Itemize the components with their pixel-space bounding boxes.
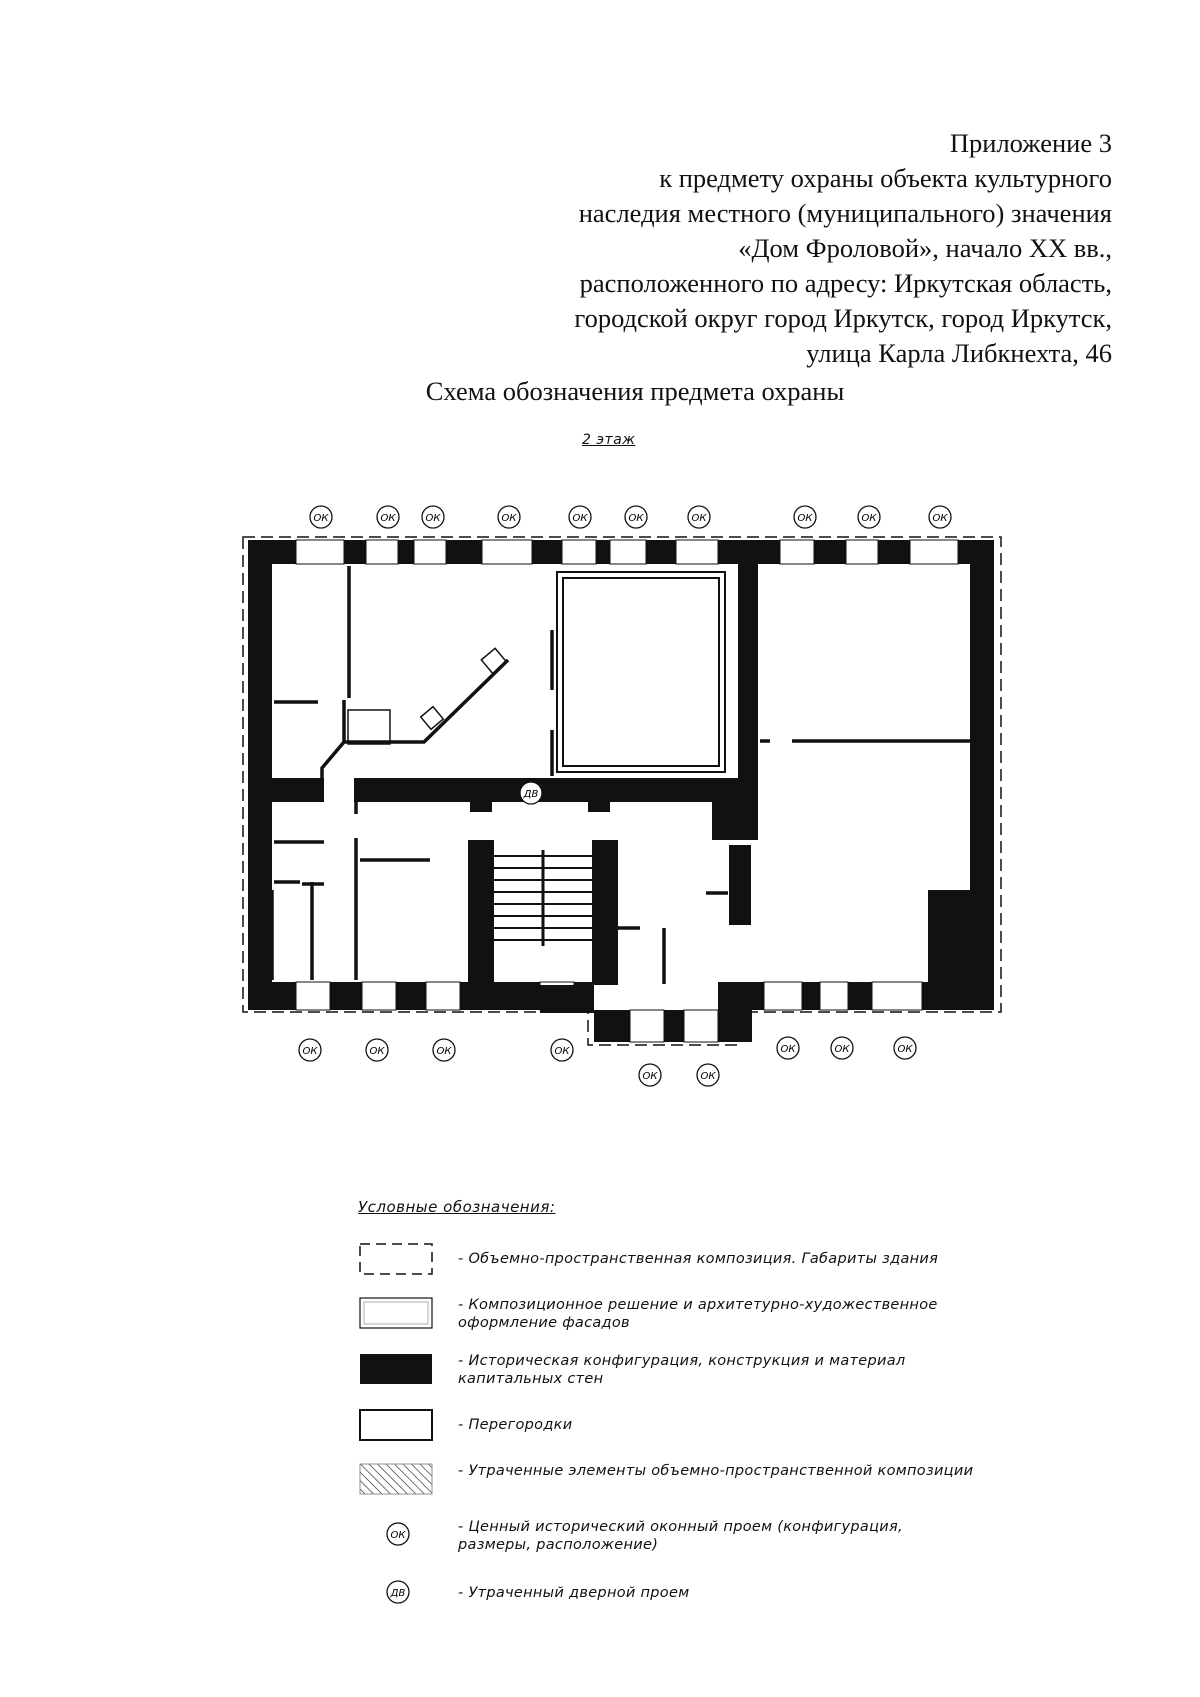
window-marker-label: ОК <box>861 513 877 524</box>
legend-item-window <box>358 1518 1008 1564</box>
legend-item-outline <box>358 1242 1008 1288</box>
interior-capital-walls <box>248 540 758 1013</box>
window-marker-label: ОК <box>780 1044 796 1055</box>
window-marker-label: ОК <box>380 513 396 524</box>
window-marker-label: ОК <box>302 1046 318 1057</box>
window-marker-label: ОК <box>572 513 588 524</box>
legend-text: - Композиционное решение и архитетурно-художественное оформление фасадов <box>458 1297 938 1331</box>
window-marker-label: ОК <box>425 513 441 524</box>
floor-label: 2 этаж <box>582 432 636 448</box>
partition-symbol <box>358 1408 436 1448</box>
legend-text: - Утраченный дверной проем <box>458 1585 690 1601</box>
top-wall-segment <box>446 540 482 564</box>
window-marker-label: ОК <box>834 1044 850 1055</box>
top-facade-walls <box>248 540 994 564</box>
staircase <box>494 850 592 946</box>
outer-walls <box>248 540 994 1010</box>
header-line: расположенного по адресу: Иркутская область, <box>579 268 1112 298</box>
legend-text: - Ценный исторический оконный проем (конфигурация, размеры, расположение) <box>458 1519 903 1553</box>
top-facade-windows <box>296 540 958 564</box>
window-marker-symbol <box>358 1518 436 1558</box>
hatched-symbol <box>358 1462 436 1502</box>
window-marker-label: ОК <box>642 1071 658 1082</box>
window-marker-label: ОК <box>390 1530 406 1541</box>
window-marker-label: ОК <box>554 1046 570 1057</box>
floor-plan <box>0 490 1200 1090</box>
window-marker-label: ОК <box>628 513 644 524</box>
window-marker-label: ОК <box>932 513 948 524</box>
legend-text: - Утраченные элементы объемно-пространственной композиции <box>458 1463 974 1479</box>
legend-title: Условные обозначения: <box>358 1198 556 1216</box>
legend-item-lost-elements <box>358 1462 1008 1508</box>
header-line: улица Карла Либкнехта, 46 <box>806 338 1112 368</box>
legend-text: - Объемно-пространственная композиция. Габариты здания <box>458 1251 939 1267</box>
legend-text: - Перегородки <box>458 1417 573 1433</box>
header-line: городской округ город Иркутск, город Иркутск, <box>574 303 1112 333</box>
legend-item-facade <box>358 1296 1008 1342</box>
window-marker-label: ОК <box>369 1046 385 1057</box>
scheme-title: Схема обозначения предмета охраны <box>425 376 845 406</box>
window-marker-label: ОК <box>797 513 813 524</box>
dashed-outline-symbol <box>358 1242 436 1282</box>
window-marker-label: ОК <box>501 513 517 524</box>
central-room <box>557 572 725 772</box>
window-marker-label: ОК <box>700 1071 716 1082</box>
door-marker <box>520 782 542 804</box>
legend-item-partitions <box>358 1408 1008 1454</box>
window-marker-label: ОК <box>436 1046 452 1057</box>
window-marker-label: ОК <box>313 513 329 524</box>
partitions <box>272 566 970 984</box>
legend-item-capital-walls <box>358 1352 1008 1398</box>
door-marker-symbol <box>358 1576 436 1616</box>
solid-wall-symbol <box>358 1352 436 1392</box>
window-marker-label: ОК <box>691 513 707 524</box>
header-line: наследия местного (муниципального) значения <box>578 198 1112 228</box>
stair-details <box>348 648 507 744</box>
legend-text: - Историческая конфигурация, конструкция и материал капитальных стен <box>458 1353 906 1387</box>
door-marker-label: ДВ <box>523 789 539 800</box>
window-marker-label: ОК <box>897 1044 913 1055</box>
legend-item-door <box>358 1576 1008 1622</box>
door-marker-label: ДВ <box>390 1588 406 1599</box>
header-line: Приложение 3 <box>949 128 1112 158</box>
header-line: к предмету охраны объекта культурного <box>659 163 1112 193</box>
header-line: «Дом Фроловой», начало XX вв., <box>738 233 1112 263</box>
facade-symbol <box>358 1296 436 1336</box>
appendix-header <box>392 126 1112 371</box>
